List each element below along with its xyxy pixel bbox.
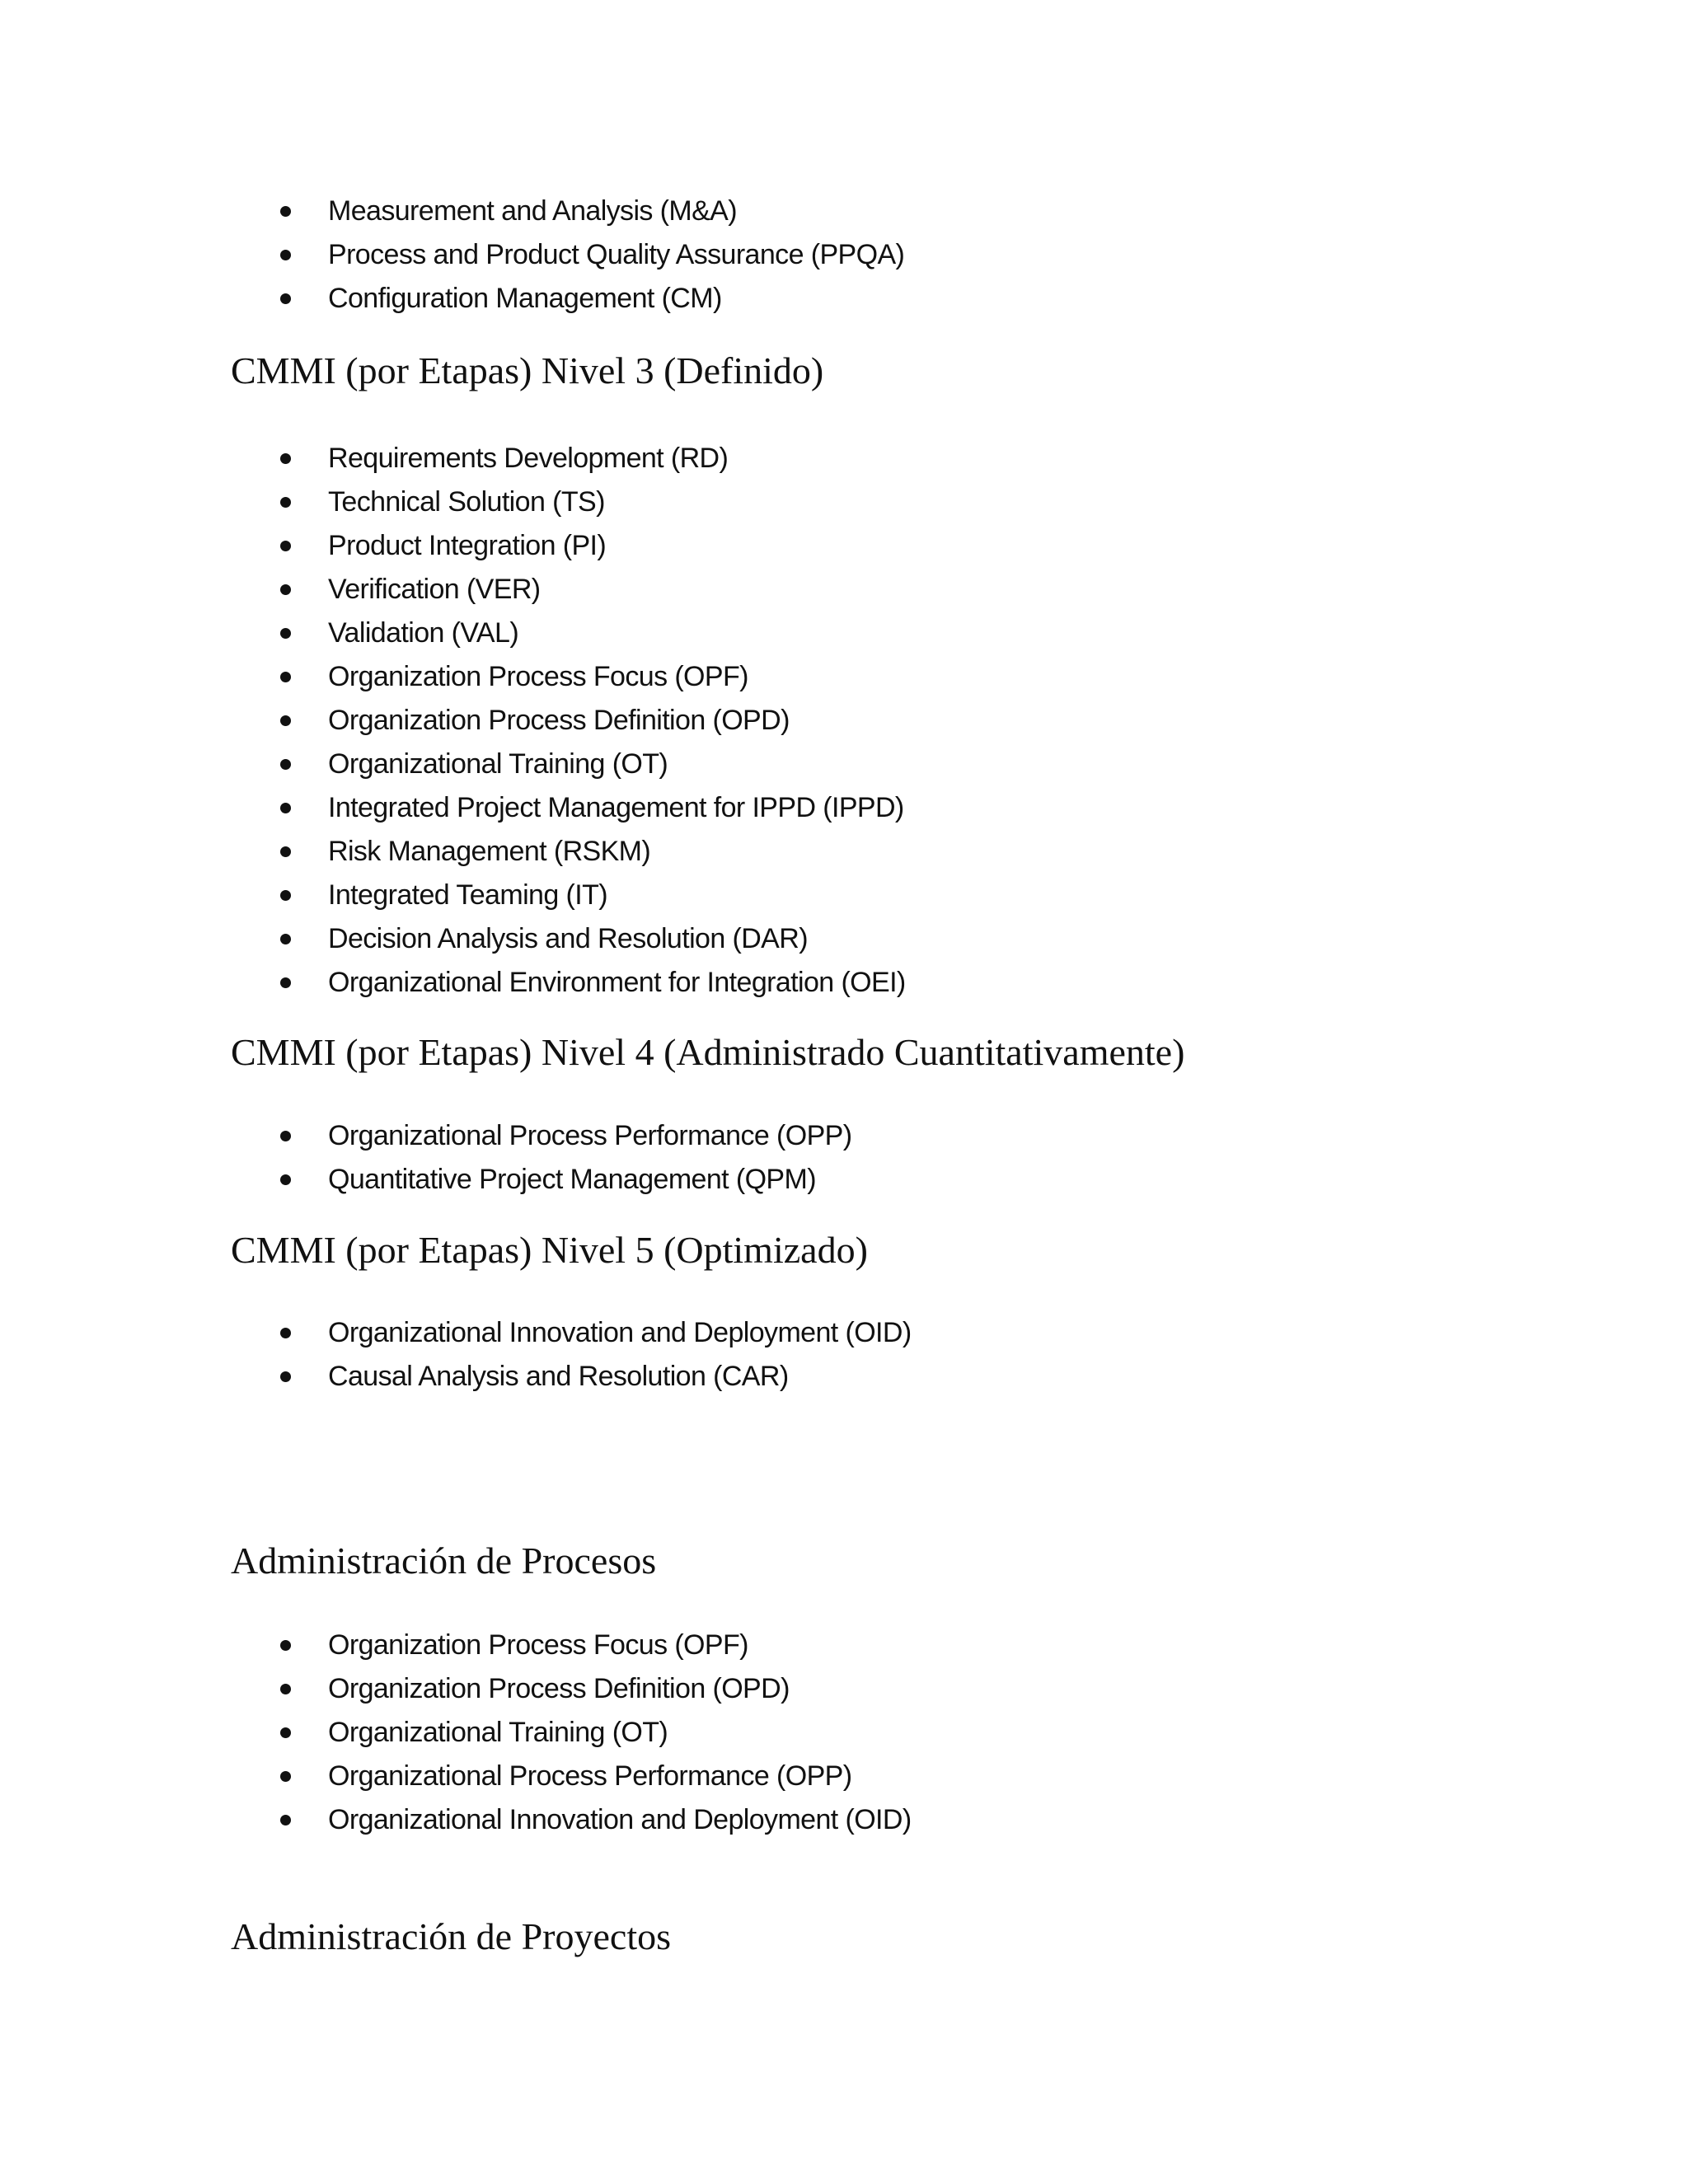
list-item-label: Organizational Innovation and Deployment (OID)	[328, 1804, 912, 1835]
list-item	[280, 190, 904, 233]
list-item-label: Decision Analysis and Resolution (DAR)	[328, 923, 808, 954]
bullet-icon	[280, 1771, 291, 1782]
bullet-icon	[280, 1727, 291, 1738]
list-item-label: Integrated Project Management for IPPD (IPPD)	[328, 792, 904, 823]
list-item	[280, 437, 906, 480]
bullet-icon	[280, 584, 291, 595]
list-item	[280, 277, 904, 321]
list-item-label: Organization Process Focus (OPF)	[328, 661, 748, 692]
list-item-label: Organizational Process Performance (OPP)	[328, 1760, 852, 1792]
list-item-label: Organization Process Focus (OPF)	[328, 1629, 748, 1661]
bullet-icon	[280, 1371, 291, 1382]
list-item	[280, 1114, 851, 1158]
process-area-list-nivel-4	[280, 1114, 851, 1202]
list-item	[280, 480, 906, 524]
list-item-label: Organizational Training (OT)	[328, 748, 668, 780]
list-item	[280, 786, 906, 830]
list-item	[280, 699, 906, 743]
list-item-label: Organization Process Definition (OPD)	[328, 1673, 790, 1704]
list-item-label: Product Integration (PI)	[328, 530, 607, 561]
bullet-icon	[280, 977, 291, 988]
list-item	[280, 568, 906, 612]
bullet-icon	[280, 803, 291, 813]
list-item-label: Configuration Management (CM)	[328, 283, 722, 314]
list-item	[280, 1624, 912, 1667]
list-item-label: Technical Solution (TS)	[328, 486, 605, 518]
list-item-label: Causal Analysis and Resolution (CAR)	[328, 1361, 789, 1392]
list-item	[280, 612, 906, 655]
bullet-icon	[280, 1815, 291, 1825]
bullet-icon	[280, 1640, 291, 1651]
bullet-icon	[280, 890, 291, 901]
bullet-icon	[280, 206, 291, 217]
list-item	[280, 524, 906, 568]
section-heading-nivel-4: CMMI (por Etapas) Nivel 4 (Administrado Cuantitativamente)	[231, 1031, 1185, 1073]
list-item	[280, 1355, 912, 1399]
list-item	[280, 874, 906, 917]
list-item	[280, 830, 906, 874]
bullet-icon	[280, 628, 291, 639]
list-item-label: Organizational Innovation and Deployment (OID)	[328, 1317, 912, 1348]
bullet-icon	[280, 250, 291, 260]
list-item	[280, 233, 904, 277]
bullet-icon	[280, 453, 291, 464]
bullet-icon	[280, 1131, 291, 1141]
list-item	[280, 1755, 912, 1798]
bullet-icon	[280, 672, 291, 682]
bullet-icon	[280, 846, 291, 857]
list-item	[280, 961, 906, 1005]
bullet-icon	[280, 541, 291, 551]
bullet-icon	[280, 497, 291, 508]
bullet-icon	[280, 759, 291, 770]
list-item-label: Quantitative Project Management (QPM)	[328, 1164, 816, 1195]
list-item	[280, 1798, 912, 1842]
list-item	[280, 743, 906, 786]
bullet-icon	[280, 934, 291, 944]
list-item	[280, 1311, 912, 1355]
section-heading-nivel-3: CMMI (por Etapas) Nivel 3 (Definido)	[231, 349, 824, 391]
bullet-icon	[280, 1174, 291, 1185]
section-heading-administracion-proyectos: Administración de Proyectos	[231, 1915, 672, 1957]
list-item-label: Verification (VER)	[328, 574, 541, 605]
list-item-label: Organizational Training (OT)	[328, 1717, 668, 1748]
list-item	[280, 917, 906, 961]
list-item-label: Organizational Process Performance (OPP)	[328, 1120, 852, 1151]
list-item-label: Validation (VAL)	[328, 617, 519, 649]
bullet-icon	[280, 715, 291, 726]
section-heading-administracion-procesos: Administración de Procesos	[231, 1540, 657, 1582]
process-area-list-nivel-3	[280, 437, 906, 1005]
list-item-label: Organization Process Definition (OPD)	[328, 705, 790, 736]
bullet-icon	[280, 293, 291, 304]
process-area-list	[280, 190, 904, 321]
process-area-list-administracion-procesos	[280, 1624, 912, 1842]
list-item	[280, 1711, 912, 1755]
list-item-label: Organizational Environment for Integration (OEI)	[328, 967, 906, 998]
list-item	[280, 1667, 912, 1711]
list-item-label: Integrated Teaming (IT)	[328, 879, 607, 911]
list-item	[280, 655, 906, 699]
list-item-label: Requirements Development (RD)	[328, 443, 729, 474]
bullet-icon	[280, 1328, 291, 1338]
list-item	[280, 1158, 851, 1202]
list-item-label: Risk Management (RSKM)	[328, 836, 651, 867]
list-item-label: Process and Product Quality Assurance (PPQA)	[328, 239, 905, 270]
section-heading-nivel-5: CMMI (por Etapas) Nivel 5 (Optimizado)	[231, 1229, 868, 1271]
bullet-icon	[280, 1684, 291, 1694]
list-item-label: Measurement and Analysis (M&A)	[328, 195, 737, 227]
process-area-list-nivel-5	[280, 1311, 912, 1399]
